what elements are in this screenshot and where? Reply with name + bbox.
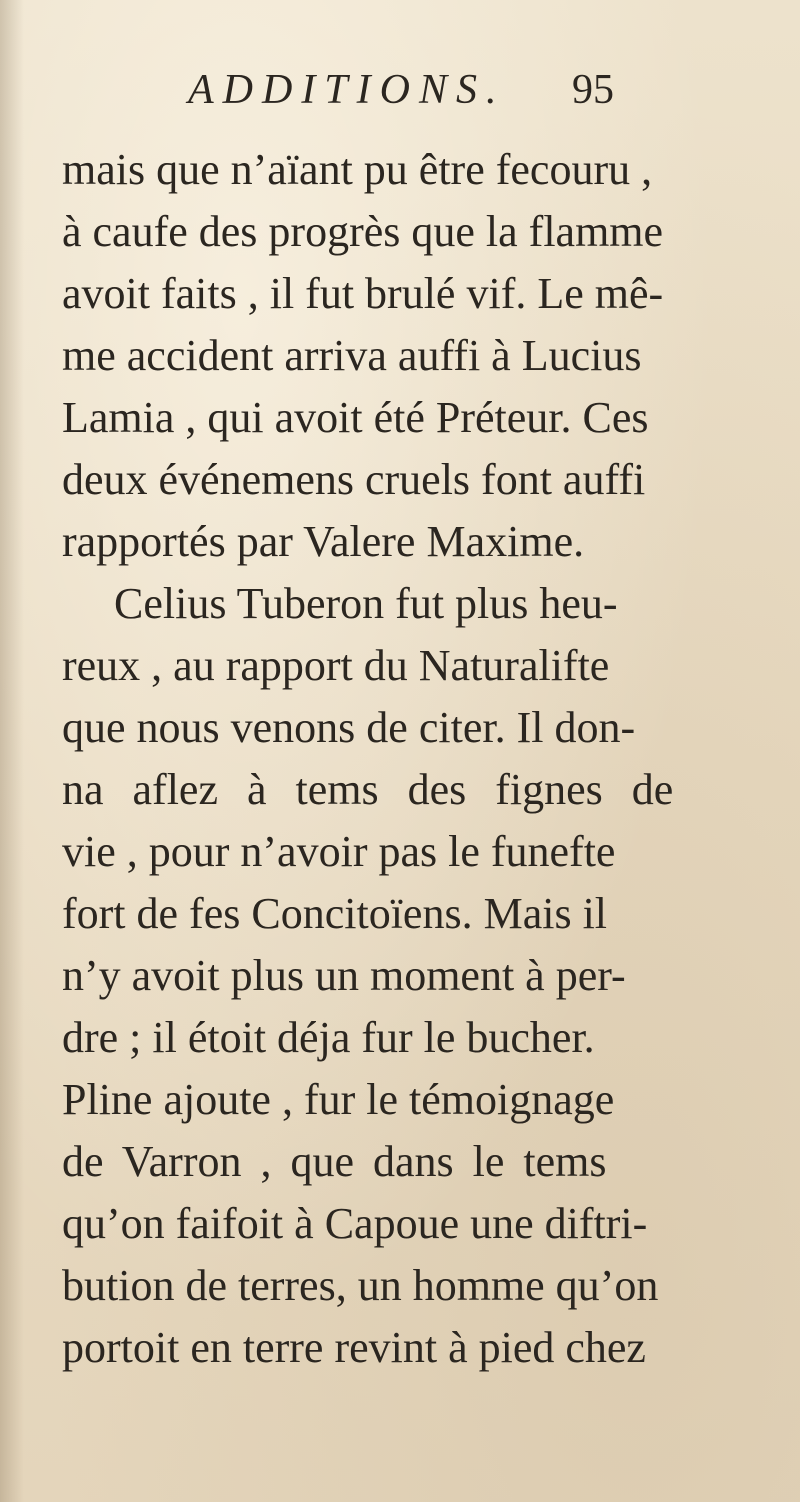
text-line-10: que nous venons de citer. Il don- — [62, 703, 636, 752]
text-line-19: bution de terres, un homme qu’on — [62, 1261, 659, 1310]
gutter-shadow — [0, 0, 24, 1502]
text-line-15: dre ; il étoit déja fur le bucher. — [62, 1013, 595, 1062]
page-number: 95 — [572, 67, 614, 113]
text-line-11: na aflez à tems des fignes de — [62, 765, 674, 814]
text-line-18: qu’on faifoit à Capoue une diftri- — [62, 1199, 648, 1248]
text-line-1: mais que n’aïant pu être fecouru , — [62, 145, 653, 194]
text-line-20: portoit en terre revint à pied chez — [62, 1323, 646, 1372]
text-line-16: Pline ajoute , fur le témoignage — [62, 1075, 615, 1124]
running-head — [0, 66, 800, 126]
running-head-title: ADDITIONS. — [188, 67, 506, 113]
text-line-5: Lamia , qui avoit été Préteur. Ces — [62, 393, 649, 442]
text-line-6: deux événemens cruels font auffi — [62, 455, 646, 504]
text-line-9: reux , au rapport du Naturalifte — [62, 641, 610, 690]
text-line-4: me accident arriva auffi à Lucius — [62, 331, 642, 380]
text-line-14: n’y avoit plus un moment à per- — [62, 951, 626, 1000]
text-line-17: de Varron , que dans le tems — [62, 1137, 607, 1186]
text-line-7: rapportés par Valere Maxime. — [62, 517, 585, 566]
text-line-8: Celius Tuberon fut plus heu- — [114, 579, 618, 628]
text-line-2: à caufe des progrès que la flamme — [62, 207, 664, 256]
text-line-3: avoit faits , il fut brulé vif. Le mê- — [62, 269, 664, 318]
text-line-13: fort de fes Concitoïens. Mais il — [62, 889, 608, 938]
text-line-12: vie , pour n’avoir pas le funefte — [62, 827, 616, 876]
